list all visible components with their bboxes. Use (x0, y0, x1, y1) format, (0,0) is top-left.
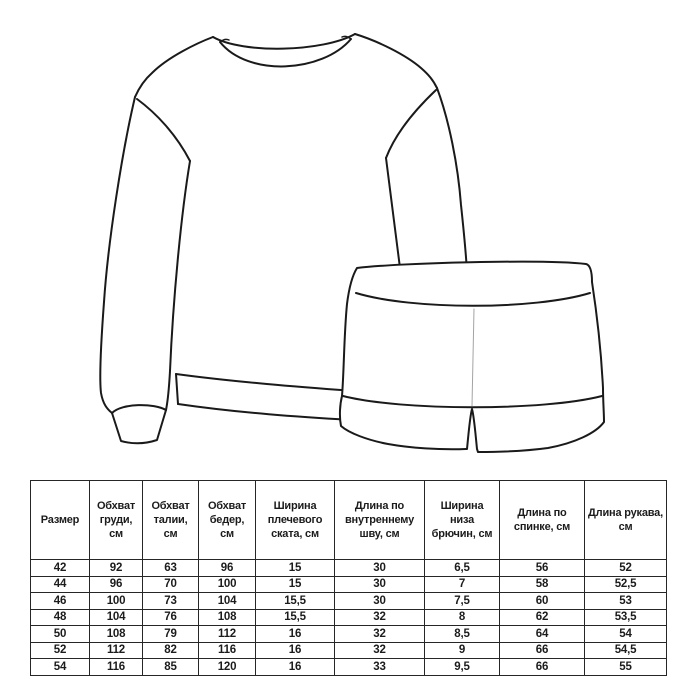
left-sleeve-outer-line (100, 97, 135, 413)
table-cell: 79 (143, 626, 199, 643)
table-cell: 15 (256, 560, 335, 577)
hem-band-top-line (176, 374, 354, 391)
table-cell: 7,5 (425, 593, 500, 610)
table-cell: 100 (199, 576, 256, 593)
table-cell: 16 (256, 626, 335, 643)
table-cell: 58 (500, 576, 585, 593)
table-row (31, 593, 667, 610)
table-cell: 6,5 (425, 560, 500, 577)
table-cell: 92 (90, 560, 143, 577)
table-cell: 100 (90, 593, 143, 610)
size-table-header (31, 481, 667, 560)
table-cell: 60 (500, 593, 585, 610)
left-shoulder-line (135, 37, 213, 97)
size-table (30, 480, 667, 676)
left-cuff-top-line (112, 405, 166, 413)
left-armhole-seam (137, 99, 190, 161)
table-cell: 56 (500, 560, 585, 577)
table-cell: 32 (335, 642, 425, 659)
table-cell: 53,5 (585, 609, 667, 626)
right-armhole-seam (386, 90, 436, 158)
column-header: Обхват талии, см (143, 481, 199, 560)
table-row (31, 626, 667, 643)
table-cell: 8,5 (425, 626, 500, 643)
shorts-drawing (340, 262, 604, 452)
table-cell: 8 (425, 609, 500, 626)
table-cell: 112 (90, 642, 143, 659)
left-sleeve-inner-line (166, 161, 190, 410)
table-row (31, 642, 667, 659)
table-cell: 96 (90, 576, 143, 593)
table-cell: 76 (143, 609, 199, 626)
column-header: Ширина низа брючин, см (425, 481, 500, 560)
table-cell: 104 (199, 593, 256, 610)
table-cell: 32 (335, 609, 425, 626)
table-cell: 108 (90, 626, 143, 643)
table-cell: 116 (199, 642, 256, 659)
size-cell: 42 (31, 560, 90, 577)
shorts-outline (340, 262, 604, 452)
right-sleeve-outer-line (437, 88, 467, 272)
table-cell: 15,5 (256, 609, 335, 626)
column-header: Длина по спинке, см (500, 481, 585, 560)
column-header: Обхват бедер, см (199, 481, 256, 560)
table-cell: 9,5 (425, 659, 500, 676)
size-cell: 46 (31, 593, 90, 610)
table-cell: 30 (335, 576, 425, 593)
header-row (31, 481, 667, 560)
size-table-body (31, 560, 667, 676)
table-cell: 85 (143, 659, 199, 676)
table-cell: 32 (335, 626, 425, 643)
hem-band-bottom-line (178, 404, 352, 420)
table-row (31, 659, 667, 676)
table-cell: 30 (335, 593, 425, 610)
table-row (31, 609, 667, 626)
table-cell: 120 (199, 659, 256, 676)
column-header: Длина рукава, см (585, 481, 667, 560)
table-cell: 52,5 (585, 576, 667, 593)
column-header: Ширина плечевого ската, см (256, 481, 335, 560)
table-cell: 73 (143, 593, 199, 610)
table-cell: 66 (500, 642, 585, 659)
left-cuff-outline (112, 410, 166, 443)
table-cell: 7 (425, 576, 500, 593)
table-cell: 64 (500, 626, 585, 643)
table-cell: 70 (143, 576, 199, 593)
table-cell: 15,5 (256, 593, 335, 610)
size-cell: 54 (31, 659, 90, 676)
table-cell: 16 (256, 642, 335, 659)
hem-band-left-edge (176, 374, 178, 404)
table-cell: 112 (199, 626, 256, 643)
table-cell: 54 (585, 626, 667, 643)
size-cell: 48 (31, 609, 90, 626)
table-cell: 52 (585, 560, 667, 577)
table-cell: 9 (425, 642, 500, 659)
table-cell: 16 (256, 659, 335, 676)
table-cell: 54,5 (585, 642, 667, 659)
table-cell: 108 (199, 609, 256, 626)
table-row (31, 576, 667, 593)
table-cell: 104 (90, 609, 143, 626)
table-cell: 82 (143, 642, 199, 659)
table-cell: 53 (585, 593, 667, 610)
table-cell: 62 (500, 609, 585, 626)
table-cell: 63 (143, 560, 199, 577)
table-row (31, 560, 667, 577)
column-header: Длина по внутреннему шву, см (335, 481, 425, 560)
size-cell: 52 (31, 642, 90, 659)
table-cell: 30 (335, 560, 425, 577)
column-header: Обхват груди, см (90, 481, 143, 560)
table-cell: 96 (199, 560, 256, 577)
column-header: Размер (31, 481, 90, 560)
size-cell: 44 (31, 576, 90, 593)
size-cell: 50 (31, 626, 90, 643)
right-sleeve-inner-line (386, 158, 400, 268)
table-cell: 33 (335, 659, 425, 676)
right-shoulder-line (355, 34, 437, 88)
collar-outer-line (213, 34, 355, 49)
table-cell: 66 (500, 659, 585, 676)
table-cell: 55 (585, 659, 667, 676)
table-cell: 15 (256, 576, 335, 593)
table-cell: 116 (90, 659, 143, 676)
